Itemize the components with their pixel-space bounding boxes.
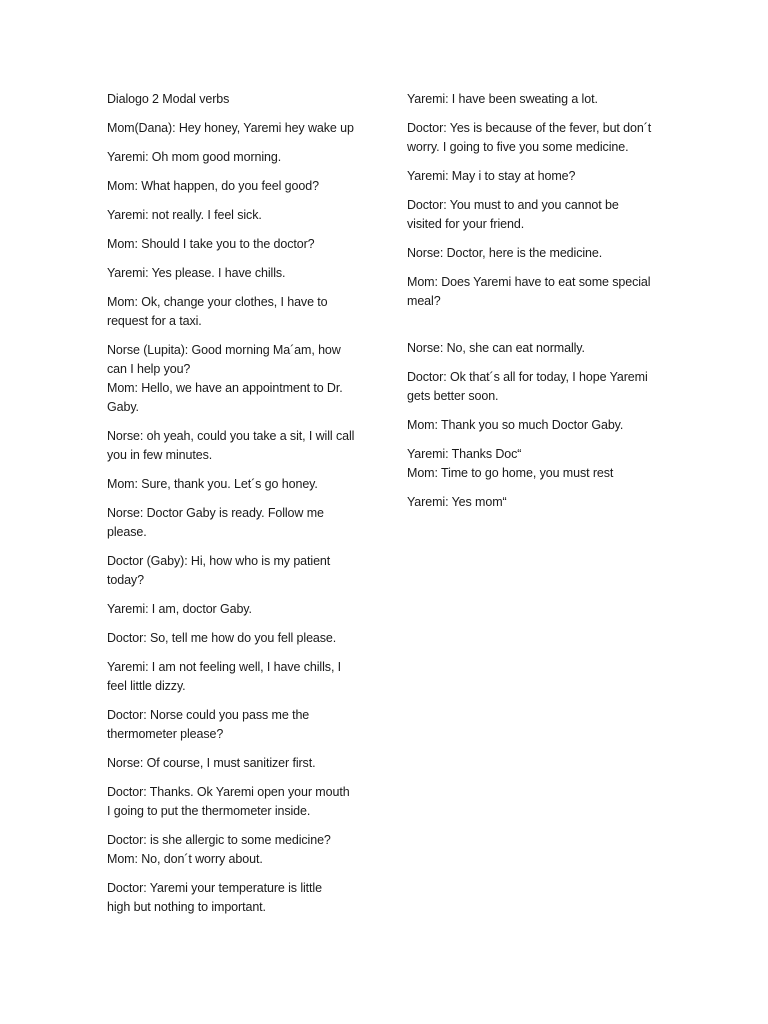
dialogue-line: Mom: Ok, change your clothes, I have to (107, 295, 328, 309)
dialogue-line: Doctor (Gaby): Hi, how who is my patient (107, 554, 331, 568)
dialogue-line: Yaremi: Oh mom good morning. (107, 150, 282, 164)
dialogue-line: visited for your friend. (407, 217, 525, 231)
dialogue-line: meal? (407, 294, 441, 308)
dialogue-line: Doctor: Ok that´s all for today, I hope Yaremi (407, 370, 648, 384)
dialogue-paragraph (107, 177, 375, 196)
dialogue-paragraph (107, 235, 375, 254)
dialogue-line: worry. I going to five you some medicine. (407, 140, 629, 154)
dialogue-paragraph (107, 600, 375, 619)
dialogue-paragraph (107, 754, 375, 773)
right-column (407, 90, 675, 522)
dialogue-line: Norse: Doctor Gaby is ready. Follow me (107, 506, 324, 520)
dialogue-line: Mom: Does Yaremi have to eat some special (407, 275, 651, 289)
dialogue-line: Yaremi: not really. I feel sick. (107, 208, 262, 222)
dialogue-paragraph (107, 658, 375, 696)
dialogue-line: Yaremi: I am not feeling well, I have chills, I (107, 660, 342, 674)
left-column (107, 90, 375, 927)
dialogue-line: Mom(Dana): Hey honey, Yaremi hey wake up (107, 121, 354, 135)
document-title (107, 90, 375, 109)
dialogue-paragraph (407, 90, 675, 109)
dialogue-line: Doctor: Thanks. Ok Yaremi open your mouth (107, 785, 350, 799)
dialogue-line: you in few minutes. (107, 448, 213, 462)
dialogue-line: Norse (Lupita): Good morning Ma´am, how (107, 343, 341, 357)
dialogue-paragraph (107, 206, 375, 225)
dialogue-paragraph (107, 831, 375, 869)
dialogue-line: high but nothing to important. (107, 900, 266, 914)
dialogue-line: please. (107, 525, 147, 539)
dialogue-line: Doctor: Yaremi your temperature is little (107, 881, 322, 895)
dialogue-line: Mom: Sure, thank you. Let´s go honey. (107, 477, 318, 491)
dialogue-paragraph (107, 148, 375, 167)
dialogue-paragraph (407, 416, 675, 435)
dialogue-paragraph (407, 339, 675, 358)
dialogue-line: Mom: Hello, we have an appointment to Dr. (107, 381, 343, 395)
dialogue-line: Yaremi: I am, doctor Gaby. (107, 602, 252, 616)
dialogue-paragraph (107, 629, 375, 648)
dialogue-line: gets better soon. (407, 389, 499, 403)
dialogue-line: Yaremi: Yes mom“ (407, 495, 507, 509)
dialogue-paragraph (107, 504, 375, 542)
dialogue-paragraph (407, 196, 675, 234)
dialogue-line: Norse: oh yeah, could you take a sit, I will call (107, 429, 355, 443)
dialogue-line: thermometer please? (107, 727, 224, 741)
dialogue-paragraph (407, 368, 675, 406)
dialogue-line: today? (107, 573, 144, 587)
dialogue-line: can I help you? (107, 362, 191, 376)
dialogue-line: Norse: No, she can eat normally. (407, 341, 585, 355)
dialogue-paragraph (107, 427, 375, 465)
dialogue-line: Mom: Thank you so much Doctor Gaby. (407, 418, 624, 432)
dialogue-paragraph (407, 167, 675, 186)
dialogue-paragraph (107, 552, 375, 590)
dialogue-line: Mom: No, don´t worry about. (107, 852, 263, 866)
dialogue-line: Norse: Of course, I must sanitizer first. (107, 756, 316, 770)
dialogue-line: I going to put the thermometer inside. (107, 804, 311, 818)
dialogue-line: Yaremi: Yes please. I have chills. (107, 266, 286, 280)
dialogue-line: Doctor: So, tell me how do you fell please. (107, 631, 337, 645)
dialogue-line: Doctor: is she allergic to some medicine? (107, 833, 331, 847)
dialogue-line: Doctor: You must to and you cannot be (407, 198, 619, 212)
paragraph-spacer (407, 321, 675, 339)
dialogue-paragraph (107, 293, 375, 331)
dialogue-paragraph (407, 493, 675, 512)
dialogue-line: Mom: Should I take you to the doctor? (107, 237, 315, 251)
dialogue-line: Norse: Doctor, here is the medicine. (407, 246, 603, 260)
dialogue-line: Yaremi: I have been sweating a lot. (407, 92, 598, 106)
dialogue-paragraph (107, 706, 375, 744)
dialogue-line: Mom: What happen, do you feel good? (107, 179, 319, 193)
dialogue-line: feel little dizzy. (107, 679, 186, 693)
dialogue-line: Yaremi: Thanks Doc“ (407, 447, 522, 461)
dialogue-line: Yaremi: May i to stay at home? (407, 169, 576, 183)
dialogue-line: Doctor: Norse could you pass me the (107, 708, 310, 722)
dialogue-paragraph (107, 475, 375, 494)
dialogue-paragraph (107, 879, 375, 917)
dialogue-paragraph (407, 244, 675, 263)
dialogue-line: Mom: Time to go home, you must rest (407, 466, 614, 480)
dialogue-line: Doctor: Yes is because of the fever, but don´t (407, 121, 652, 135)
dialogue-paragraph (407, 445, 675, 483)
dialogue-line: Dialogo 2 Modal verbs (107, 92, 230, 106)
dialogue-paragraph (107, 341, 375, 417)
dialogue-paragraph (407, 119, 675, 157)
dialogue-line: Gaby. (107, 400, 139, 414)
dialogue-line: request for a taxi. (107, 314, 202, 328)
dialogue-paragraph (107, 783, 375, 821)
dialogue-paragraph (107, 119, 375, 138)
dialogue-paragraph (107, 264, 375, 283)
dialogue-paragraph (407, 273, 675, 311)
